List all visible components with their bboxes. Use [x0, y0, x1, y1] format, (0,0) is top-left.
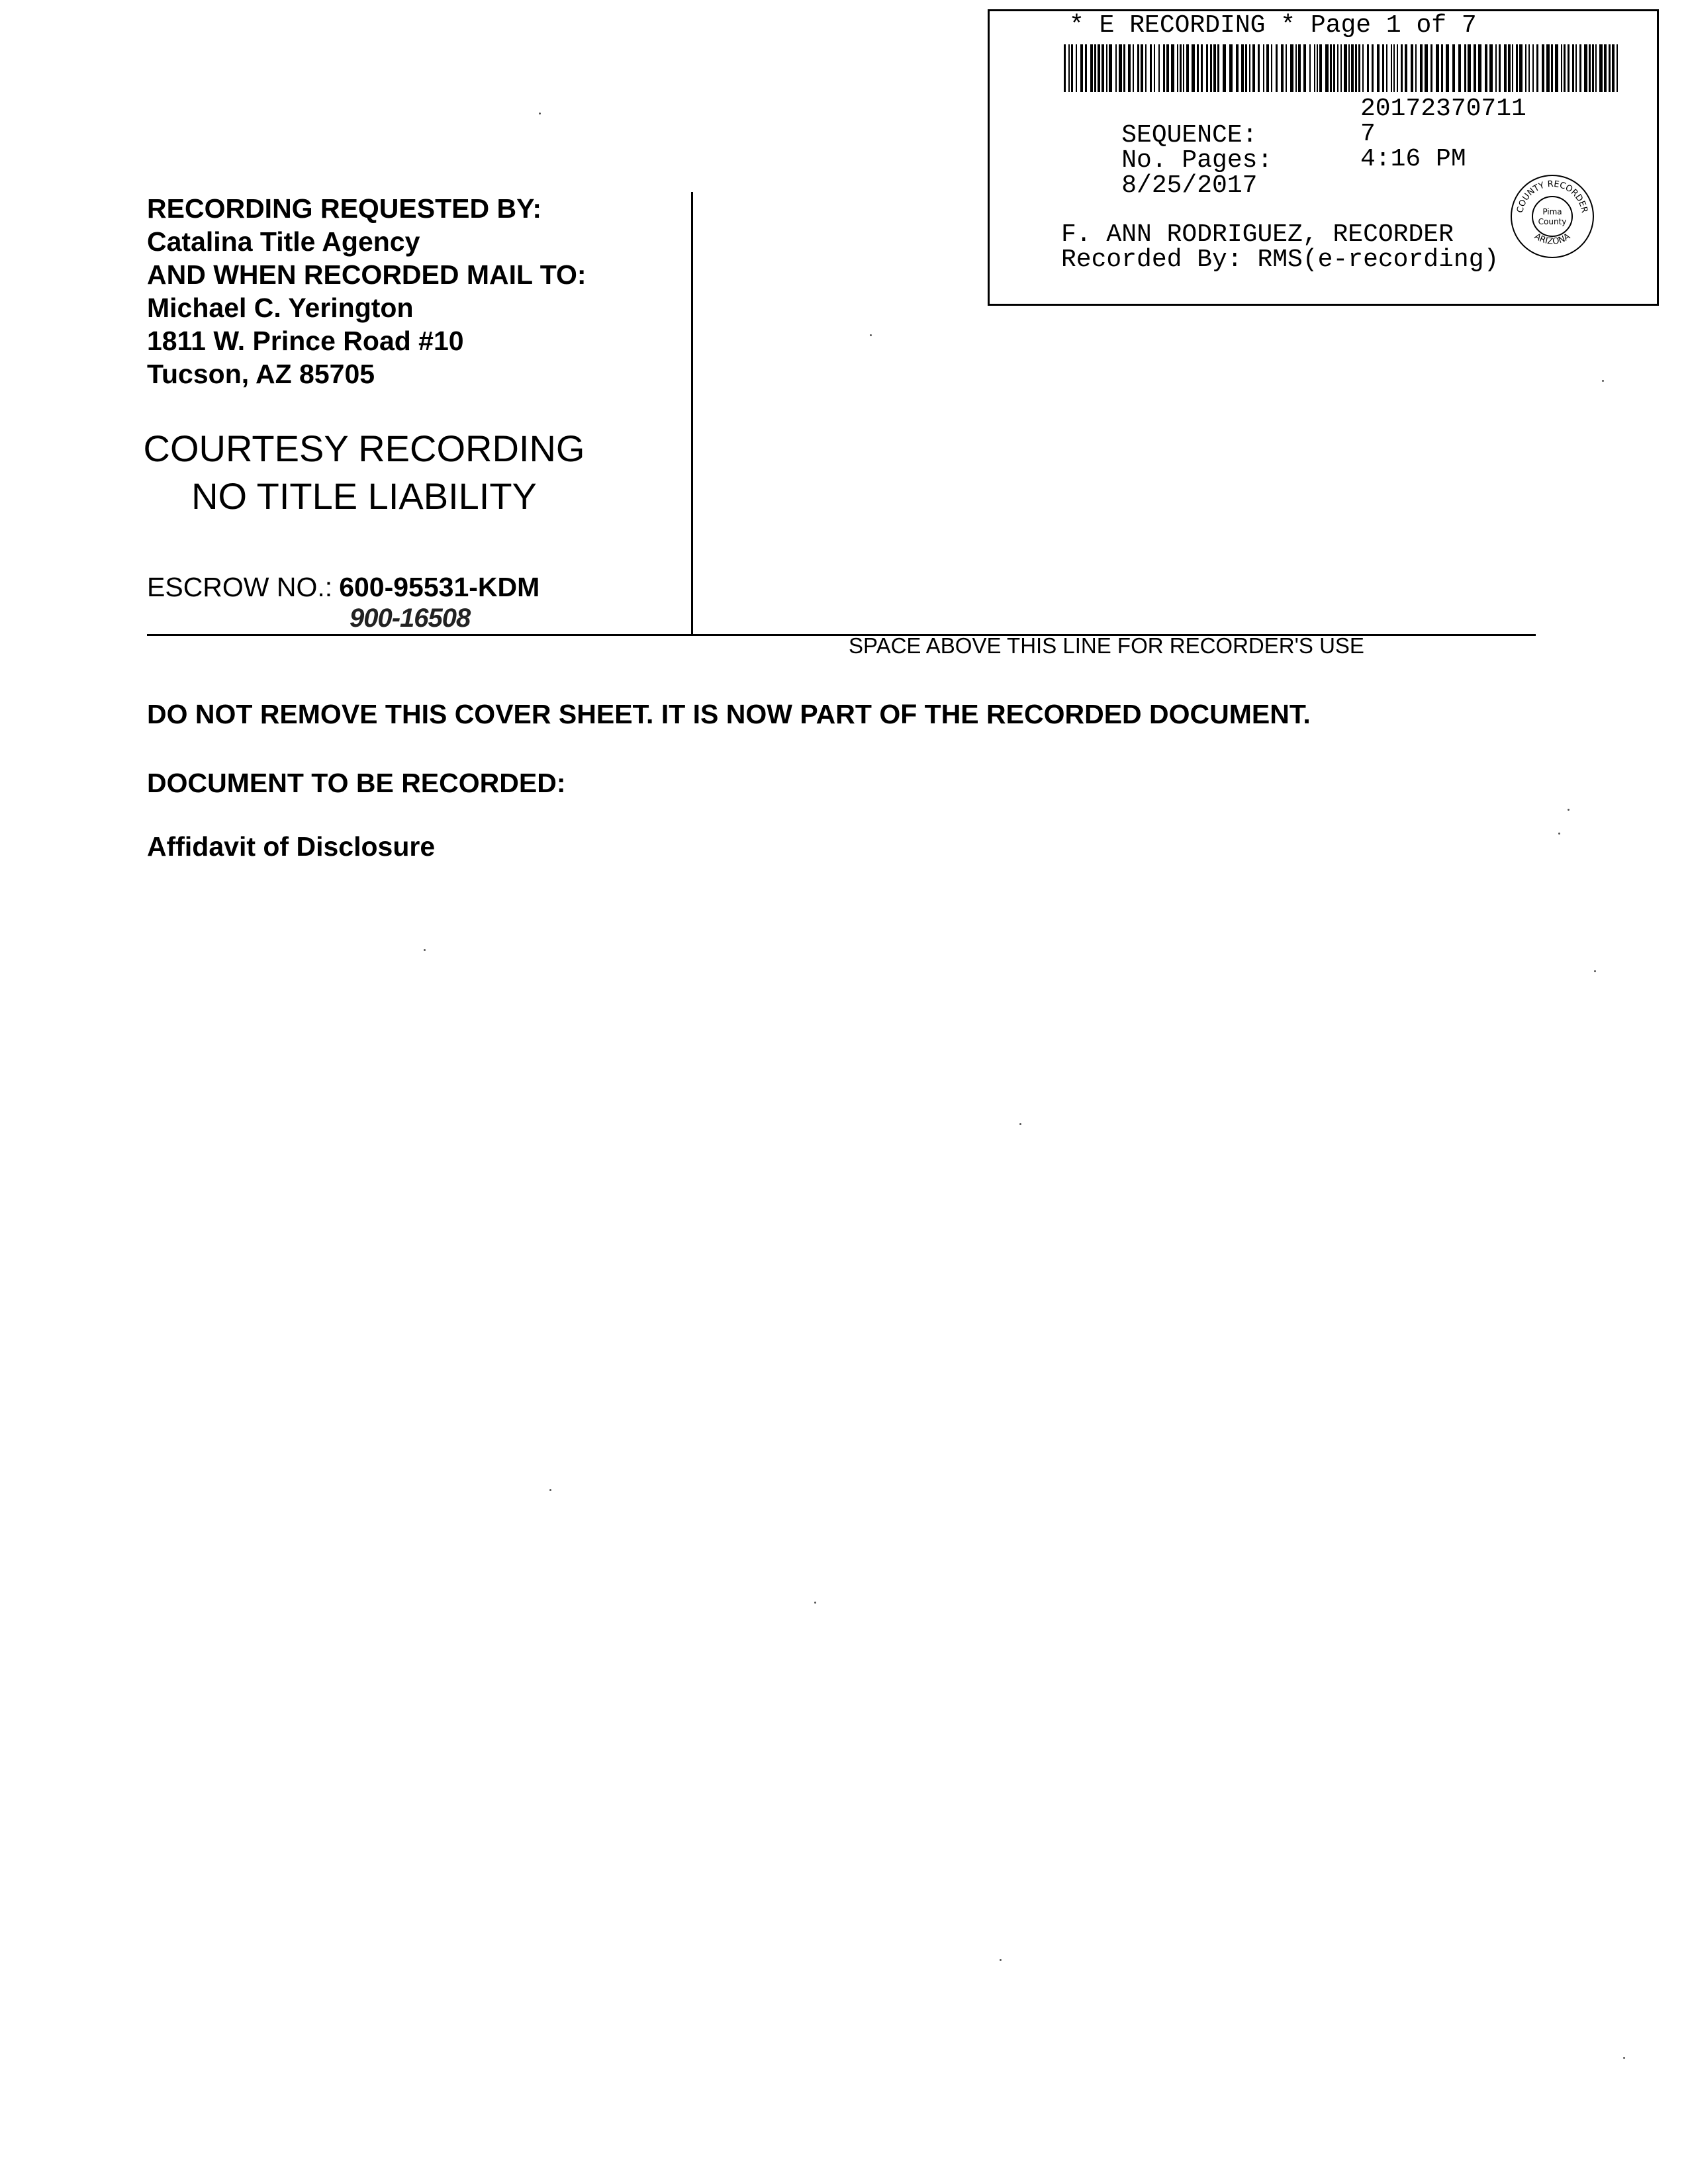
- barcode-bar: [1309, 44, 1311, 92]
- barcode-bar: [1177, 44, 1178, 92]
- barcode-bar: [1166, 44, 1169, 92]
- barcode-bar: [1401, 44, 1403, 92]
- escrow-number: [147, 570, 539, 604]
- barcode-bar: [1362, 44, 1364, 92]
- record-date: 8/25/2017: [1121, 171, 1258, 200]
- barcode-bar: [1612, 44, 1615, 92]
- barcode-bar: [1504, 44, 1507, 92]
- barcode-bar: [1249, 44, 1250, 92]
- barcode-bar: [1223, 44, 1226, 92]
- barcode-bar: [1115, 44, 1117, 92]
- barcode-bar: [1420, 44, 1423, 92]
- barcode-bar: [1595, 44, 1597, 92]
- barcode-bar: [1405, 44, 1407, 92]
- barcode-bar: [1415, 44, 1417, 92]
- courtesy-line1: COURTESY RECORDING: [143, 428, 585, 469]
- barcode-bar: [1317, 44, 1318, 92]
- barcode-bar: [1171, 44, 1174, 92]
- barcode-bar: [1358, 44, 1360, 92]
- barcode-bar: [1325, 44, 1329, 92]
- barcode-bar: [1163, 44, 1165, 92]
- barcode-bar: [1241, 44, 1244, 92]
- barcode-bar: [1478, 44, 1481, 92]
- seal-bottom-text: ARIZONA: [1532, 231, 1572, 247]
- escrow-value: 600-95531-KDM: [339, 572, 540, 602]
- mail-to-city: Tucson, AZ 85705: [147, 359, 375, 389]
- barcode-bar: [1068, 44, 1070, 92]
- barcode-bar: [1109, 44, 1112, 92]
- barcode-bar: [1090, 44, 1093, 92]
- barcode-bar: [1441, 44, 1443, 92]
- barcode-bar: [1411, 44, 1413, 92]
- stamp-header: * E RECORDING * Page 1 of 7: [1069, 11, 1477, 40]
- barcode-bar: [1319, 44, 1322, 92]
- barcode-bar: [1572, 44, 1574, 92]
- scan-speck: [1594, 970, 1596, 972]
- barcode-bar: [1201, 44, 1203, 92]
- barcode-bar: [1080, 44, 1083, 92]
- county-seal-icon: [1509, 173, 1595, 259]
- barcode-bar: [1286, 44, 1287, 92]
- barcode-bar: [1333, 44, 1335, 92]
- pages-label: No. Pages:: [1121, 146, 1273, 175]
- recorder-space-label: SPACE ABOVE THIS LINE FOR RECORDER'S USE: [849, 633, 1364, 658]
- barcode-bar: [1592, 44, 1594, 92]
- document-name: Affidavit of Disclosure: [147, 831, 436, 862]
- barcode-bar: [1516, 44, 1518, 92]
- barcode-bar: [1154, 44, 1155, 92]
- barcode-bar: [1106, 44, 1107, 92]
- barcode-bar: [1386, 44, 1387, 92]
- barcode-bar: [1351, 44, 1354, 92]
- recorded-by: Recorded By: RMS(e-recording): [1061, 246, 1499, 274]
- barcode-bar: [1468, 44, 1471, 92]
- barcode-bar: [1579, 44, 1581, 92]
- barcode-bar: [1512, 44, 1513, 92]
- scan-speck: [1000, 1959, 1002, 1961]
- scan-speck: [1568, 809, 1570, 811]
- barcode-bar: [1180, 44, 1182, 92]
- barcode-bar: [1290, 44, 1293, 92]
- barcode-bar: [1528, 44, 1530, 92]
- address-block: [147, 192, 586, 390]
- barcode-bar: [1197, 44, 1199, 92]
- courtesy-recording-stamp: [132, 425, 596, 520]
- barcode-bar: [1085, 44, 1087, 92]
- barcode-bar: [1183, 44, 1184, 92]
- barcode-bar: [1367, 44, 1369, 92]
- barcode-bar: [1258, 44, 1260, 92]
- barcode-bar: [1542, 44, 1544, 92]
- barcode-bar: [1446, 44, 1449, 92]
- barcode-bar: [1464, 44, 1466, 92]
- barcode-bar: [1076, 44, 1077, 92]
- barcode-bar: [1266, 44, 1269, 92]
- barcode-bar: [1499, 44, 1501, 92]
- barcode-bar: [1436, 44, 1439, 92]
- barcode-bar: [1206, 44, 1208, 92]
- barcode-bar: [1609, 44, 1611, 92]
- barcode-bar: [1295, 44, 1297, 92]
- requested-by-label: RECORDING REQUESTED BY:: [147, 193, 542, 224]
- barcode-bar: [1568, 44, 1570, 92]
- cover-sheet-notice: DO NOT REMOVE THIS COVER SHEET. IT IS NOW PART OF THE RECORDED DOCUMENT.: [147, 699, 1311, 729]
- barcode-bar: [1071, 44, 1073, 92]
- barcode-bar: [1229, 44, 1233, 92]
- barcode-bar: [1452, 44, 1455, 92]
- barcode-bar: [1298, 44, 1301, 92]
- mail-to-name: Michael C. Yerington: [147, 293, 414, 323]
- barcode-bar: [1397, 44, 1398, 92]
- barcode-bar: [1555, 44, 1558, 92]
- barcode-bar: [1098, 44, 1100, 92]
- escrow-handwritten: 900-16508: [350, 604, 471, 633]
- barcode-bar: [1102, 44, 1104, 92]
- barcode-bar: [1551, 44, 1553, 92]
- scan-speck: [814, 1602, 816, 1604]
- barcode-bar: [1337, 44, 1338, 92]
- courtesy-line2: NO TITLE LIABILITY: [191, 475, 537, 517]
- barcode-bar: [1348, 44, 1350, 92]
- escrow-label: ESCROW NO.:: [147, 572, 333, 602]
- barcode-bar: [1589, 44, 1591, 92]
- barcode-bar: [1271, 44, 1272, 92]
- seal-top-text: COUNTY RECORDER: [1515, 179, 1589, 214]
- barcode-bar: [1141, 44, 1143, 92]
- barcode-bar: [1532, 44, 1534, 92]
- barcode-bar: [1263, 44, 1264, 92]
- barcode-bar: [1281, 44, 1284, 92]
- scan-speck: [1602, 380, 1604, 382]
- barcode-bar: [1564, 44, 1566, 92]
- seal-center-line1: Pima: [1542, 207, 1562, 216]
- barcode-bar: [1599, 44, 1603, 92]
- scan-speck: [1019, 1123, 1021, 1125]
- barcode-bar: [1210, 44, 1212, 92]
- barcode-bar: [1217, 44, 1219, 92]
- barcode-bar: [1495, 44, 1497, 92]
- document-label: DOCUMENT TO BE RECORDED:: [147, 768, 566, 798]
- barcode-bar: [1391, 44, 1392, 92]
- barcode-bar: [1303, 44, 1306, 92]
- barcode-bar: [1094, 44, 1096, 92]
- barcode-bar: [1474, 44, 1476, 92]
- barcode-bar: [1137, 44, 1139, 92]
- barcode-bar: [1245, 44, 1247, 92]
- barcode-bar: [1519, 44, 1523, 92]
- barcode-bar: [1276, 44, 1278, 92]
- recorder-name: F. ANN RODRIGUEZ, RECORDER: [1061, 220, 1454, 249]
- barcode-bar: [1458, 44, 1461, 92]
- sequence-value: 20172370711: [1360, 95, 1526, 123]
- barcode-bar: [1604, 44, 1607, 92]
- barcode-bar: [1340, 44, 1342, 92]
- scan-speck: [539, 113, 541, 114]
- barcode-bar: [1425, 44, 1428, 92]
- barcode-bar: [1489, 44, 1493, 92]
- sequence-label: SEQUENCE:: [1121, 121, 1258, 150]
- barcode-bar: [1546, 44, 1550, 92]
- mail-to-label: AND WHEN RECORDED MAIL TO:: [147, 259, 586, 290]
- scan-speck: [1623, 2057, 1625, 2059]
- barcode-bar: [1119, 44, 1122, 92]
- barcode-bar: [1393, 44, 1395, 92]
- barcode-bar: [1485, 44, 1487, 92]
- barcode-bar: [1508, 44, 1511, 92]
- barcode-bar: [1617, 44, 1618, 92]
- barcode-bar: [1575, 44, 1577, 92]
- barcode-bar: [1128, 44, 1131, 92]
- seal-center-line2: County: [1538, 217, 1567, 226]
- barcode-bar: [1382, 44, 1384, 92]
- pages-value: 7: [1360, 120, 1376, 148]
- scan-speck: [549, 1489, 551, 1491]
- barcode-bar: [1236, 44, 1239, 92]
- barcode-bar: [1372, 44, 1374, 92]
- barcode-bar: [1561, 44, 1562, 92]
- barcode-bar: [1430, 44, 1432, 92]
- mail-to-street: 1811 W. Prince Road #10: [147, 326, 464, 356]
- barcode-bar: [1314, 44, 1315, 92]
- scan-speck: [870, 334, 872, 336]
- barcode-bar: [1344, 44, 1347, 92]
- barcode-bar: [1213, 44, 1216, 92]
- requested-by: Catalina Title Agency: [147, 226, 420, 257]
- barcode-bar: [1536, 44, 1538, 92]
- barcode-bar: [1330, 44, 1332, 92]
- barcode-bar: [1355, 44, 1357, 92]
- barcode-bar: [1145, 44, 1147, 92]
- barcode-bar: [1584, 44, 1587, 92]
- barcode: [1064, 44, 1620, 92]
- barcode-bar: [1150, 44, 1152, 92]
- barcode-bar: [1525, 44, 1526, 92]
- barcode-bar: [1123, 44, 1125, 92]
- recorder-stamp: [988, 9, 1659, 306]
- barcode-bar: [1186, 44, 1189, 92]
- barcode-bar: [1252, 44, 1255, 92]
- barcode-bar: [1158, 44, 1160, 92]
- barcode-bar: [1192, 44, 1195, 92]
- scan-speck: [424, 949, 426, 951]
- vertical-divider: [691, 192, 693, 635]
- scan-speck: [1558, 833, 1560, 835]
- record-time: 4:16 PM: [1360, 145, 1466, 173]
- barcode-bar: [1064, 44, 1066, 92]
- barcode-bar: [1377, 44, 1380, 92]
- barcode-bar: [1133, 44, 1134, 92]
